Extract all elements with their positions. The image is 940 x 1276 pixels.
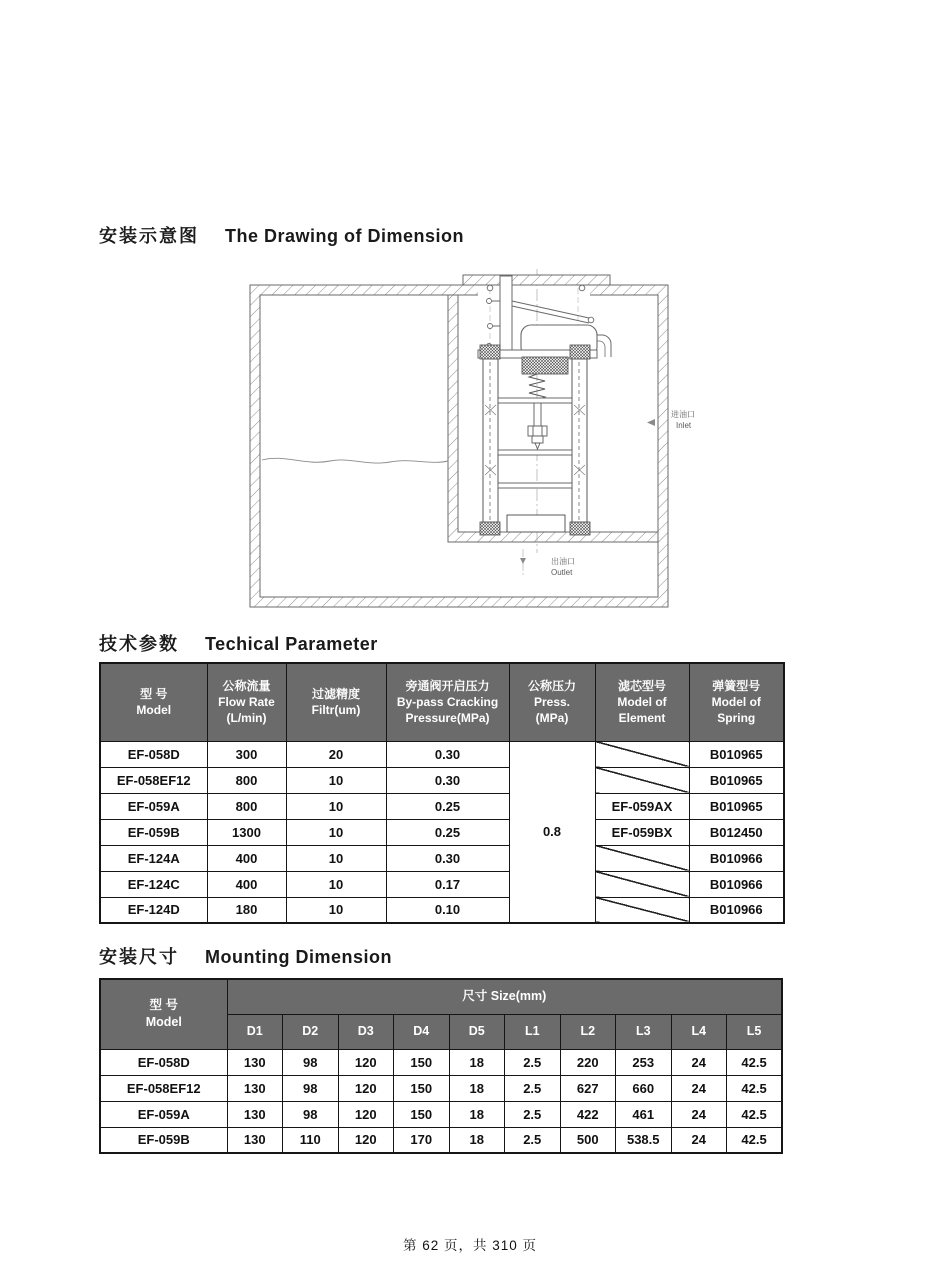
col-header-d1: D1	[227, 1014, 283, 1049]
cell: EF-124D	[100, 897, 207, 923]
cell: 130	[227, 1101, 283, 1127]
cell: B010965	[689, 741, 784, 767]
cell: 800	[207, 793, 286, 819]
cell: EF-059B	[100, 819, 207, 845]
cell: 42.5	[727, 1075, 783, 1101]
cell: 24	[671, 1049, 727, 1075]
header-en: Model of	[617, 695, 667, 710]
head-elbow-pipe-inner	[597, 341, 605, 357]
cell: 120	[338, 1127, 394, 1153]
cell: EF-124A	[100, 845, 207, 871]
head-elbow-pipe	[597, 335, 611, 357]
inlet-arrow-icon	[647, 419, 655, 426]
mounting-dimension-table	[99, 978, 783, 1154]
cell: EF-059A	[100, 793, 207, 819]
cell: 400	[207, 845, 286, 871]
table-row	[100, 845, 784, 871]
header-unit: Pressure(MPa)	[405, 711, 490, 726]
oil-level-line	[262, 458, 448, 463]
header-en: Spring	[717, 711, 756, 726]
table-row	[100, 1075, 782, 1101]
cell: 170	[394, 1127, 450, 1153]
mount-section-title	[99, 943, 392, 969]
col-header-d2: D2	[283, 1014, 339, 1049]
drawing-section-title-zh: 安装示意图	[99, 226, 199, 246]
header-zh: 旁通阀开启压力	[405, 678, 490, 693]
header-unit: (MPa)	[535, 711, 569, 726]
col-header-l5: L5	[727, 1014, 783, 1049]
cell: 18	[449, 1127, 505, 1153]
header-zh: 型 号	[149, 998, 178, 1013]
cell: 2.5	[505, 1101, 561, 1127]
col-header-nominal-pressure	[509, 663, 595, 741]
table-row	[100, 1101, 782, 1127]
cell: EF-058D	[100, 1049, 227, 1075]
cell: 0.30	[386, 845, 509, 871]
table-row	[100, 741, 784, 767]
outlet-arrow-icon	[520, 558, 526, 564]
cell: 18	[449, 1049, 505, 1075]
cell-press-merged: 0.8	[509, 741, 595, 923]
cell: 10	[286, 845, 386, 871]
inlet-label-zh: 进油口	[671, 410, 695, 419]
header-zh: 公称流量	[222, 678, 271, 693]
cell: EF-059BX	[595, 819, 689, 845]
cell: B010966	[689, 845, 784, 871]
col-header-filtration	[286, 663, 386, 741]
cell: 10	[286, 819, 386, 845]
cell: 180	[207, 897, 286, 923]
cell: 627	[560, 1075, 616, 1101]
header-zh: 公称压力	[527, 678, 576, 693]
header-en: Model	[145, 1015, 182, 1030]
cell: 800	[207, 767, 286, 793]
cell: 18	[449, 1101, 505, 1127]
cell-element-na	[595, 871, 689, 897]
cell: EF-059AX	[595, 793, 689, 819]
inlet-label-en: Inlet	[676, 421, 692, 430]
table-row	[100, 767, 784, 793]
cell: 253	[616, 1049, 672, 1075]
header-en: Press.	[533, 695, 571, 710]
installation-drawing-svg	[245, 265, 705, 615]
cell: 120	[338, 1101, 394, 1127]
cell-element-na	[595, 897, 689, 923]
header-zh: 滤芯型号	[617, 678, 666, 693]
cell: B010965	[689, 793, 784, 819]
cell: EF-058D	[100, 741, 207, 767]
cell: 220	[560, 1049, 616, 1075]
cell: 42.5	[727, 1127, 783, 1153]
tech-section-title-zh: 技术参数	[99, 634, 179, 654]
mount-header-row-1	[100, 979, 782, 1014]
cell: 150	[394, 1049, 450, 1075]
page-number: 第 62 页，共 310 页	[402, 1238, 538, 1253]
cell: EF-059B	[100, 1127, 227, 1153]
tech-header-row	[100, 663, 784, 741]
bottom-pedestal	[507, 515, 565, 532]
fill-tube	[500, 276, 512, 352]
cell: 130	[227, 1075, 283, 1101]
cell-element-na	[595, 741, 689, 767]
col-header-model	[100, 663, 207, 741]
cell-element-na	[595, 767, 689, 793]
cell: 0.30	[386, 741, 509, 767]
header-en: Filtr(um)	[311, 703, 361, 718]
header-unit: (L/min)	[226, 711, 267, 726]
header-en: Model	[136, 703, 172, 718]
cell: EF-124C	[100, 871, 207, 897]
table-row	[100, 897, 784, 923]
cell: 660	[616, 1075, 672, 1101]
cell: 98	[283, 1075, 339, 1101]
drawing-section-title-en: The Drawing of Dimension	[225, 226, 465, 246]
cell: 130	[227, 1127, 283, 1153]
cell: B012450	[689, 819, 784, 845]
cell: 110	[283, 1127, 339, 1153]
header-zh: 弹簧型号	[712, 678, 761, 693]
table-row	[100, 871, 784, 897]
mount-section-title-en: Mounting Dimension	[205, 947, 392, 967]
cell: 42.5	[727, 1101, 783, 1127]
center-bushing	[522, 357, 568, 374]
cell: 500	[560, 1127, 616, 1153]
cell: 2.5	[505, 1049, 561, 1075]
cell: 120	[338, 1049, 394, 1075]
col-header-d3: D3	[338, 1014, 394, 1049]
col-header-d5: D5	[449, 1014, 505, 1049]
header-en: Element	[618, 711, 666, 726]
cell: 10	[286, 871, 386, 897]
col-header-bypass-pressure	[386, 663, 509, 741]
cell: 130	[227, 1049, 283, 1075]
cell: EF-058EF12	[100, 1075, 227, 1101]
cell: 461	[616, 1101, 672, 1127]
cell: 150	[394, 1101, 450, 1127]
col-header-l2: L2	[560, 1014, 616, 1049]
cell: 0.25	[386, 819, 509, 845]
header-en: Flow Rate	[218, 695, 275, 710]
cell: 1300	[207, 819, 286, 845]
cell: 150	[394, 1075, 450, 1101]
col-header-model	[100, 979, 227, 1049]
cell: 24	[671, 1127, 727, 1153]
outlet-label-zh: 出油口	[551, 557, 575, 566]
cell: 2.5	[505, 1127, 561, 1153]
col-header-d4: D4	[394, 1014, 450, 1049]
cell: 538.5	[616, 1127, 672, 1153]
cell: 0.25	[386, 793, 509, 819]
table-row	[100, 1127, 782, 1153]
cell: 98	[283, 1049, 339, 1075]
cell: 300	[207, 741, 286, 767]
table-row	[100, 793, 784, 819]
cell: B010966	[689, 897, 784, 923]
cell: 400	[207, 871, 286, 897]
tank-walls	[250, 285, 668, 607]
cell: 20	[286, 741, 386, 767]
col-header-spring-model	[689, 663, 784, 741]
technical-parameter-table	[99, 662, 785, 924]
cell: B010966	[689, 871, 784, 897]
cell: 2.5	[505, 1075, 561, 1101]
cell: 0.30	[386, 767, 509, 793]
tech-section-title-en: Techical Parameter	[205, 634, 378, 654]
cell-element-na	[595, 845, 689, 871]
col-header-l4: L4	[671, 1014, 727, 1049]
cell: 120	[338, 1075, 394, 1101]
cell: 42.5	[727, 1049, 783, 1075]
col-header-l1: L1	[505, 1014, 561, 1049]
cell: 10	[286, 897, 386, 923]
mount-section-title-zh: 安装尺寸	[99, 947, 179, 967]
cell: B010965	[689, 767, 784, 793]
header-zh: 过滤精度	[311, 687, 360, 702]
col-header-size-group: 尺寸 Size(mm)	[227, 979, 782, 1014]
cell: 24	[671, 1101, 727, 1127]
header-en: Model of	[711, 695, 761, 710]
cell: 18	[449, 1075, 505, 1101]
header-en: By-pass Cracking	[396, 695, 499, 710]
outlet-label-en: Outlet	[551, 568, 573, 577]
center-rod-nut	[528, 400, 547, 449]
table-row	[100, 819, 784, 845]
cover-plate	[463, 275, 610, 285]
col-header-flow-rate	[207, 663, 286, 741]
table-row	[100, 1049, 782, 1075]
cell: 0.10	[386, 897, 509, 923]
cell: EF-058EF12	[100, 767, 207, 793]
installation-drawing	[245, 265, 705, 615]
drawing-section-title	[99, 222, 464, 248]
header-zh: 型 号	[140, 687, 168, 702]
cell: 10	[286, 767, 386, 793]
cell: 422	[560, 1101, 616, 1127]
cell: 24	[671, 1075, 727, 1101]
cell: EF-059A	[100, 1101, 227, 1127]
cell: 98	[283, 1101, 339, 1127]
cell: 0.17	[386, 871, 509, 897]
col-header-l3: L3	[616, 1014, 672, 1049]
tech-section-title	[99, 630, 378, 656]
col-header-element-model	[595, 663, 689, 741]
cell: 10	[286, 793, 386, 819]
